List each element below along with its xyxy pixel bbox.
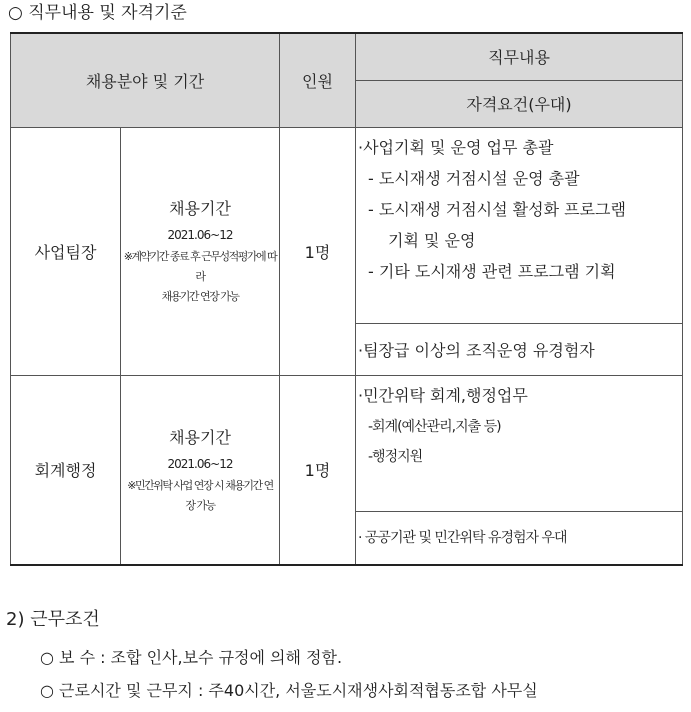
section-heading: ○ 직무내용 및 자격기준 <box>8 3 187 23</box>
row2-duties <box>356 375 683 511</box>
row2-period-label: 채용기간 <box>169 427 231 447</box>
duty-item: 기획 및 운영 <box>388 230 476 250</box>
row2-headcount: 1명 <box>280 375 356 565</box>
duty-item: -행정지원 <box>368 448 423 465</box>
header-field-period: 채용분야 및 기간 <box>11 33 280 127</box>
row2-field: 회계행정 <box>11 375 121 565</box>
row2-period <box>121 375 280 565</box>
row1-period-dates: 2021.06~12 <box>167 228 233 242</box>
duty-item: - 도시재생 거점시설 운영 총괄 <box>368 168 580 188</box>
row1-period-note-2: 채용기간 연장 가능 <box>161 290 239 303</box>
duty-item: ·민간위탁 회계,행정업무 <box>358 385 528 405</box>
row1-duties <box>356 127 683 323</box>
duty-item: - 기타 도시재생 관련 프로그램 기획 <box>368 261 616 281</box>
section2-title: 2) 근무조건 <box>6 609 100 630</box>
row1-headcount: 1명 <box>280 127 356 375</box>
row1-period-note-1: ※계약기간 종료 후 근무성적평가에 따라 <box>123 250 277 283</box>
condition-pay: ○ 보 수 : 조합 인사,보수 규정에 의해 정함. <box>40 648 343 667</box>
row2-qualification <box>356 511 683 565</box>
header-duties: 직무내용 <box>356 33 683 80</box>
header-qualifications: 자격요건(우대) <box>356 80 683 127</box>
duty-item: -회계(예산관리,지출 등) <box>368 418 501 435</box>
row1-qualification: ·팀장급 이상의 조직운영 유경험자 <box>356 323 683 375</box>
row1-period <box>121 127 280 375</box>
row2-period-note-2: 장 가능 <box>185 498 215 512</box>
row1-period-label: 채용기간 <box>169 199 231 218</box>
job-table <box>10 32 683 566</box>
row2-period-dates: 2021.06~12 <box>167 456 233 471</box>
duty-item: ·사업기획 및 운영 업무 총괄 <box>358 137 554 157</box>
header-headcount: 인원 <box>280 33 356 127</box>
condition-hours-location: ○ 근로시간 및 근무지 : 주40시간, 서울도시재생사회적협동조합 사무실 <box>40 681 538 700</box>
row2-qualification-text: · 공공기관 및 민간위탁 유경험자 우대 <box>358 529 567 546</box>
row1-field: 사업팀장 <box>11 127 121 375</box>
duty-item: - 도시재생 거점시설 활성화 프로그램 <box>368 199 626 219</box>
row2-period-note-1: ※민간위탁 사업 연장 시 채용기간 연 <box>127 478 273 492</box>
